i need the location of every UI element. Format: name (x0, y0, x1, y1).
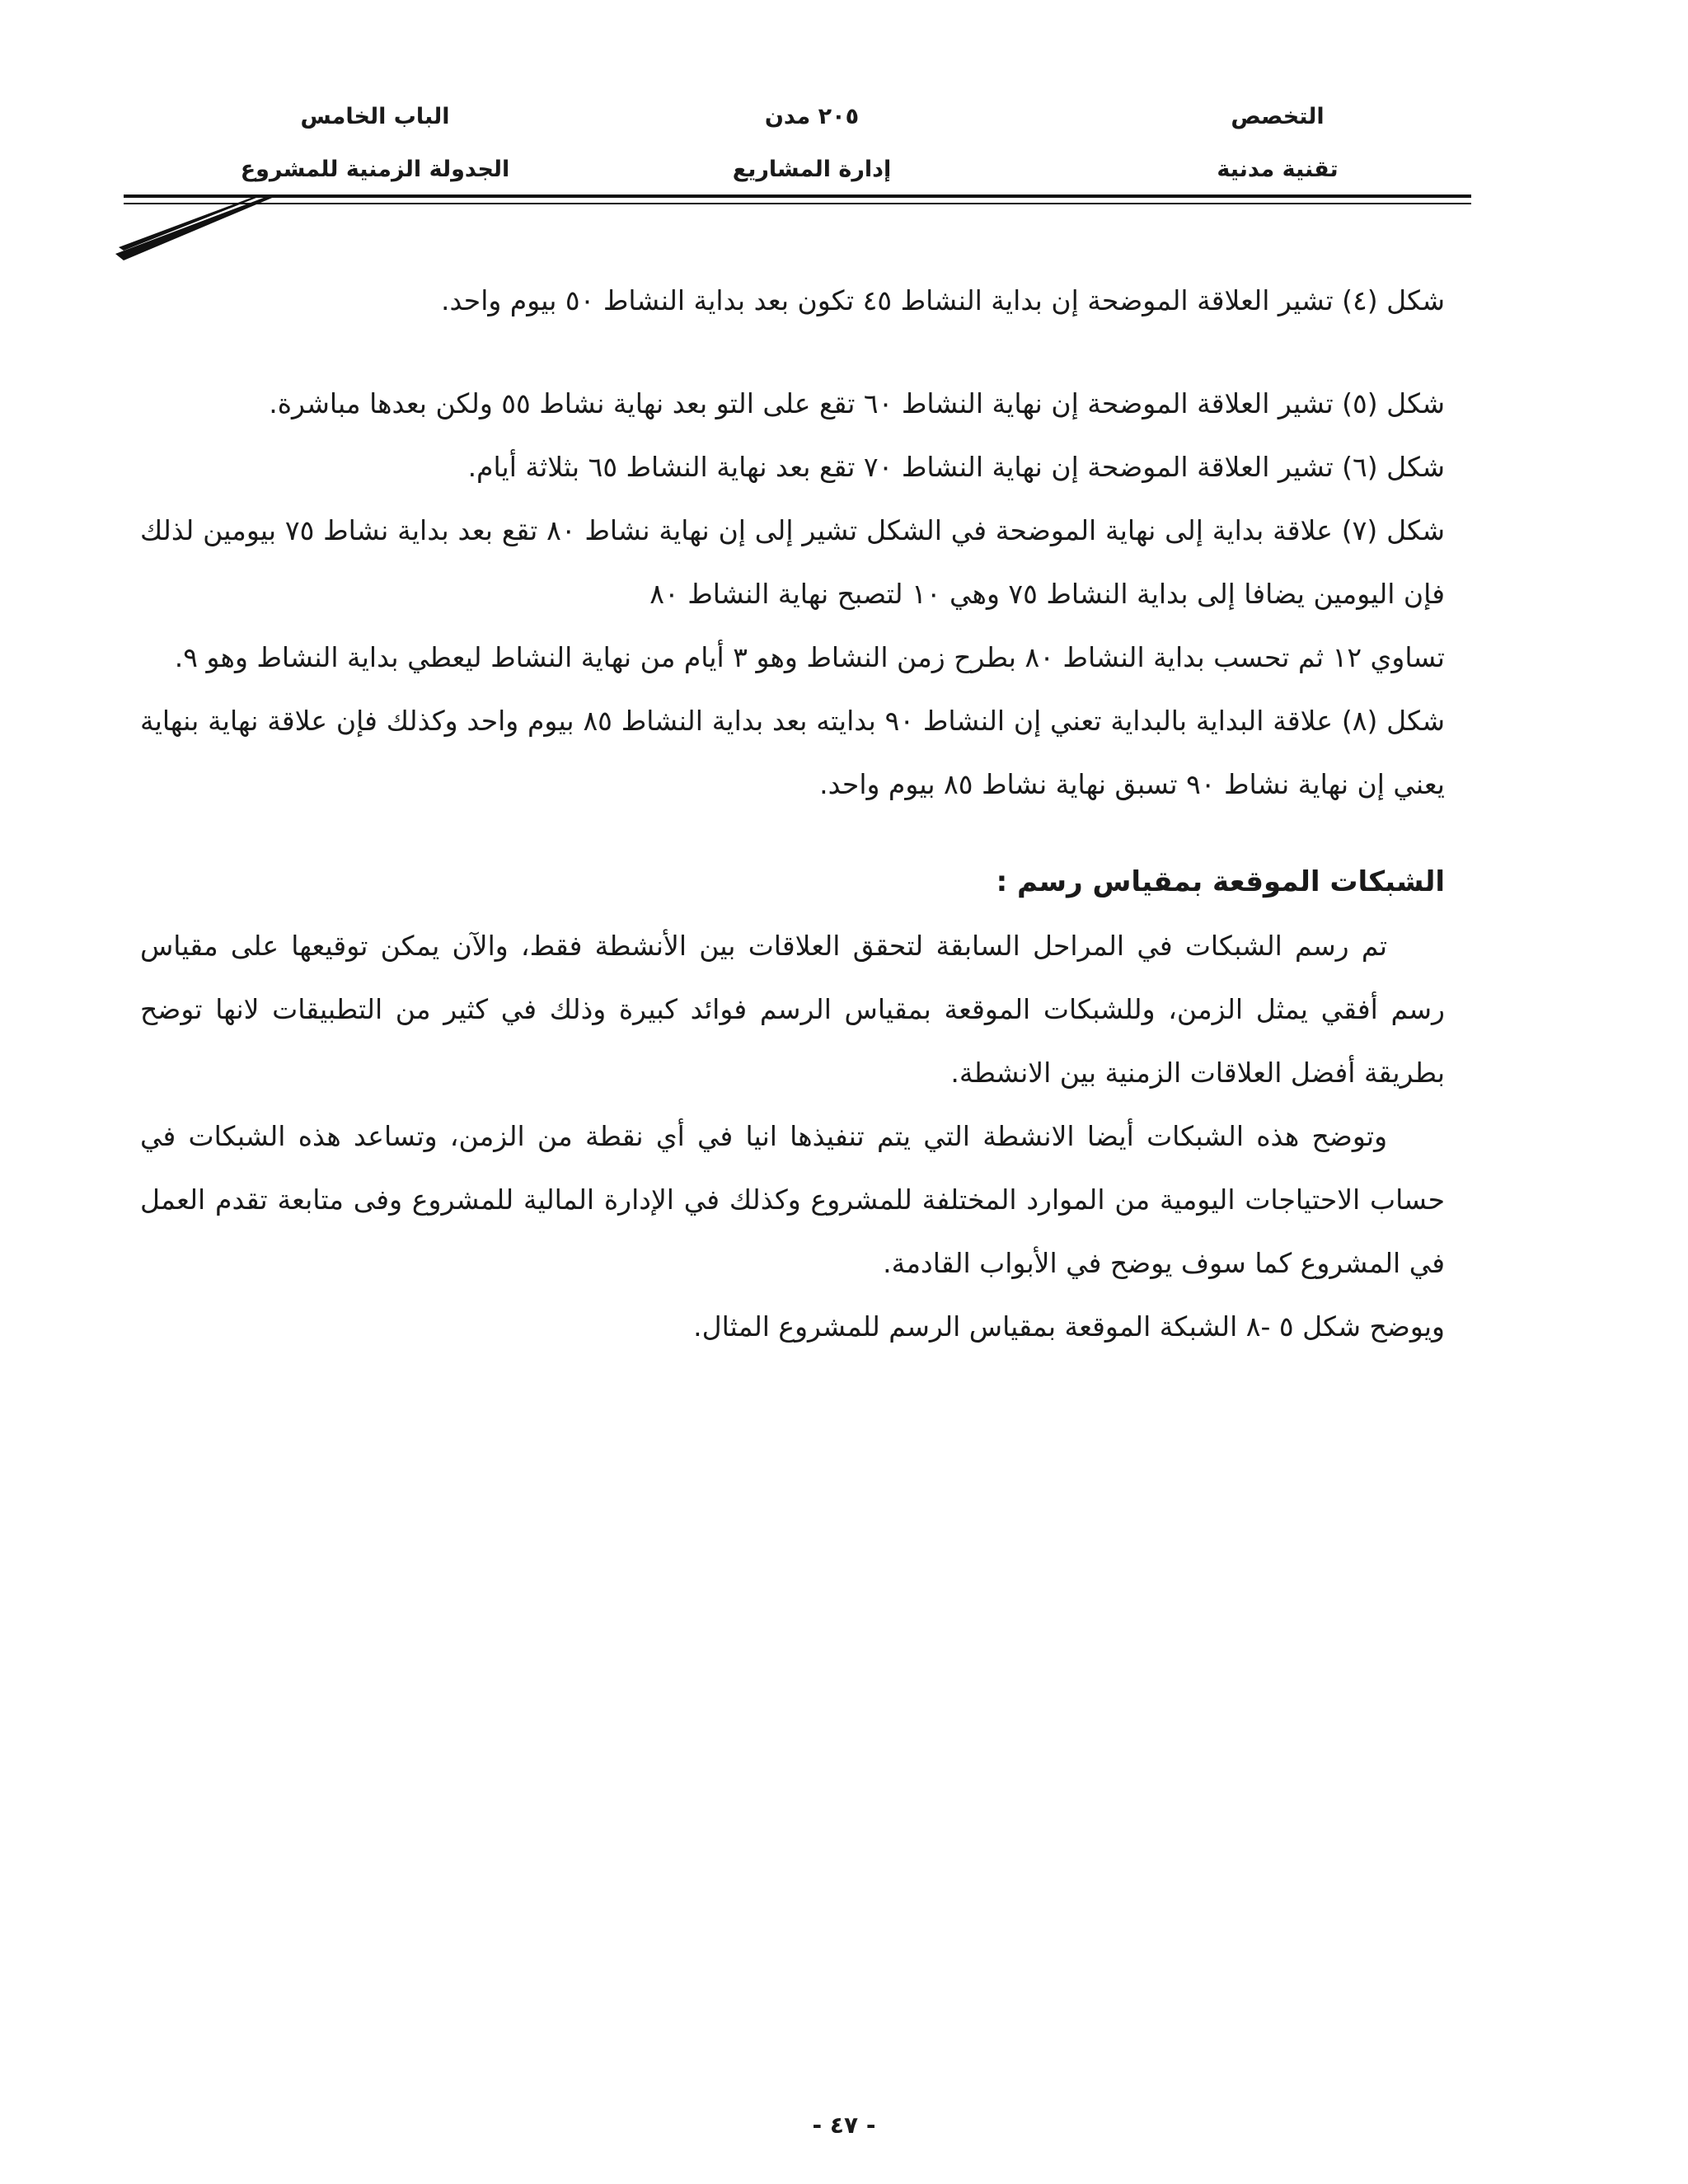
header-swoosh-decoration (115, 190, 280, 264)
paragraph-figure-7: شكل (٧) علاقة بداية إلى نهاية الموضحة في الشكل تشير إلى إن نهاية نشاط ٨٠ تقع بعد بداية نشاط ٧٥ بيومين لذلك فإن اليومين يضافا إلى بداية النشاط ٧٥ وهي ١٠ لتصبح نهاية النشاط ٨٠ (140, 514, 1445, 610)
header-chapter-label: الباب الخامس (300, 104, 450, 129)
header-course-name: إدارة المشاريع (732, 157, 892, 182)
header-course-code: ٢٠٥ مدن (764, 104, 860, 129)
paragraph-figure-6: شكل (٦) تشير العلاقة الموضحة إن نهاية النشاط ٧٠ تقع بعد نهاية النشاط ٦٥ بثلاثة أيام. (467, 451, 1445, 483)
section-paragraph-1: تم رسم الشبكات في المراحل السابقة لتحقق العلاقات بين الأنشطة فقط، والآن يمكن توقيعها على مقياس رسم أفقي يمثل الزمن، وللشبكات الموقعة بمقياس الرسم فوائد كبيرة وذلك في كثير من التطبيقات لانها توضح بطريقة أفضل العلاقات الزمنية بين الانشطة. (140, 930, 1445, 1089)
header-rule-thin (124, 203, 1471, 204)
section-paragraph-3: ويوضح شكل ٥ -٨ الشبكة الموقعة بمقياس الرسم للمشروع المثال. (693, 1310, 1445, 1343)
paragraph-figure-4: شكل (٤) تشير العلاقة الموضحة إن بداية النشاط ٤٥ تكون بعد بداية النشاط ٥٠ بيوم واحد. (440, 284, 1445, 316)
body-text (140, 269, 1445, 1358)
paragraph-figure-8: شكل (٨) علاقة البداية بالبداية تعني إن النشاط ٩٠ بدايته بعد بداية النشاط ٨٥ بيوم واحد وكذلك فإن علاقة نهاية بنهاية يعني إن نهاية نشاط ٩٠ تسبق نهاية نشاط ٨٥ بيوم واحد. (140, 705, 1445, 800)
header-specialization-value: تقنية مدنية (1217, 157, 1339, 182)
header-rule-thick (124, 194, 1471, 198)
header-specialization-label: التخصص (1231, 104, 1325, 129)
paragraph-figure-5: شكل (٥) تشير العلاقة الموضحة إن نهاية النشاط ٦٠ تقع على التو بعد نهاية نشاط ٥٥ ولكن بعدها مباشرة. (269, 387, 1445, 419)
paragraph-figure-7-continued: تساوي ١٢ ثم تحسب بداية النشاط ٨٠ بطرح زمن النشاط وهو ٣ أيام من نهاية النشاط ليعطي بداية النشاط وهو ٩. (174, 641, 1445, 673)
section-title: الشبكات الموقعة بمقياس رسم : (996, 865, 1445, 898)
header-chapter-title: الجدولة الزمنية للمشروع (240, 157, 510, 182)
page-number: - ٤٧ - (812, 2111, 876, 2139)
section-paragraph-2: وتوضح هذه الشبكات أيضا الانشطة التي يتم تنفيذها انيا في أي نقطة من الزمن، وتساعد هذه الشبكات في حساب الاحتياجات اليومية من الموارد المختلفة للمشروع وكذلك في الإدارة المالية للمشروع وفى متابعة تقدم العمل في المشروع كما سوف يوضح في الأبواب القادمة. (140, 1120, 1445, 1279)
